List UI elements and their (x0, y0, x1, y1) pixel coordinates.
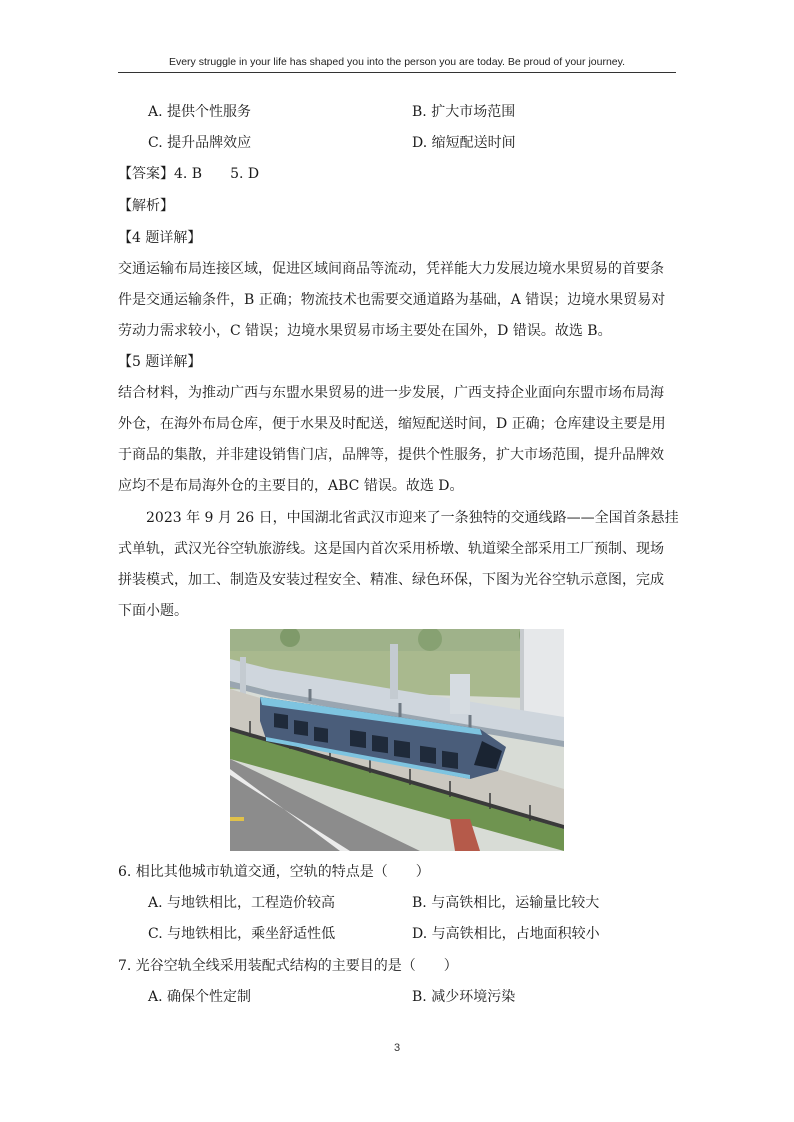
material-line: 下面小题。 (118, 603, 188, 619)
material-line: 2023 年 9 月 26 日，中国湖北省武汉市迎来了一条独特的交通线路——全国首条悬挂 (146, 510, 679, 526)
q4-option-a: A. 提供个性服务 (148, 104, 252, 120)
q4-detail-line: 件是交通运输条件，B 正确；物流技术也需要交通道路为基础，A 错误；边境水果贸易对 (118, 292, 666, 308)
q5-detail-line: 于商品的集散，并非建设销售门店，品牌等，提供个性服务，扩大市场范围，提升品牌效 (118, 447, 664, 463)
material-line: 拼装模式，加工、制造及安装过程安全、精准、绿色环保，下图为光谷空轨示意图，完成 (118, 572, 664, 588)
q6-option-d: D. 与高铁相比，占地面积较小 (412, 926, 600, 942)
q5-detail-line: 外仓，在海外布局仓库，便于水果及时配送，缩短配送时间，D 正确；仓库建设主要是用 (118, 416, 666, 432)
monorail-photo (230, 629, 564, 851)
header-quote: Every struggle in your life has shaped you into the person you are today. Be proud of your journey. (168, 56, 626, 68)
material-line: 式单轨，武汉光谷空轨旅游线。这是国内首次采用桥墩、轨道梁全部采用工厂预制、现场 (118, 541, 664, 557)
q5-detail-label: 【5 题详解】 (118, 354, 202, 370)
q4-option-d: D. 缩短配送时间 (412, 135, 516, 151)
q4-detail-label: 【4 题详解】 (118, 230, 202, 246)
q4-option-c: C. 提升品牌效应 (148, 135, 252, 151)
q4-detail-line: 交通运输布局连接区域，促进区域间商品等流动，凭祥能大力发展边境水果贸易的首要条 (118, 261, 664, 277)
q6-option-a: A. 与地铁相比，工程造价较高 (148, 895, 336, 911)
analysis-label: 【解析】 (118, 198, 174, 214)
q6-stem: 6. 相比其他城市轨道交通，空轨的特点是（ ） (118, 864, 430, 880)
q7-option-b: B. 减少环境污染 (412, 989, 516, 1005)
header-rule (118, 72, 676, 73)
q7-option-a: A. 确保个性定制 (148, 989, 252, 1005)
q4-option-b: B. 扩大市场范围 (412, 104, 516, 120)
q6-option-c: C. 与地铁相比，乘坐舒适性低 (148, 926, 336, 942)
monorail-illustration (230, 629, 564, 851)
page-number: 3 (393, 1042, 401, 1054)
q5-detail-line: 结合材料，为推动广西与东盟水果贸易的进一步发展，广西支持企业面向东盟市场布局海 (118, 385, 664, 401)
q7-stem: 7. 光谷空轨全线采用装配式结构的主要目的是（ ） (118, 958, 458, 974)
q5-detail-line: 应均不是布局海外仓的主要目的，ABC 错误。故选 D。 (118, 478, 464, 494)
q4-detail-line: 劳动力需求较小，C 错误；边境水果贸易市场主要处在国外，D 错误。故选 B。 (118, 323, 612, 339)
q6-option-b: B. 与高铁相比，运输量比较大 (412, 895, 600, 911)
answer-line: 【答案】4. B 5. D (118, 166, 260, 182)
